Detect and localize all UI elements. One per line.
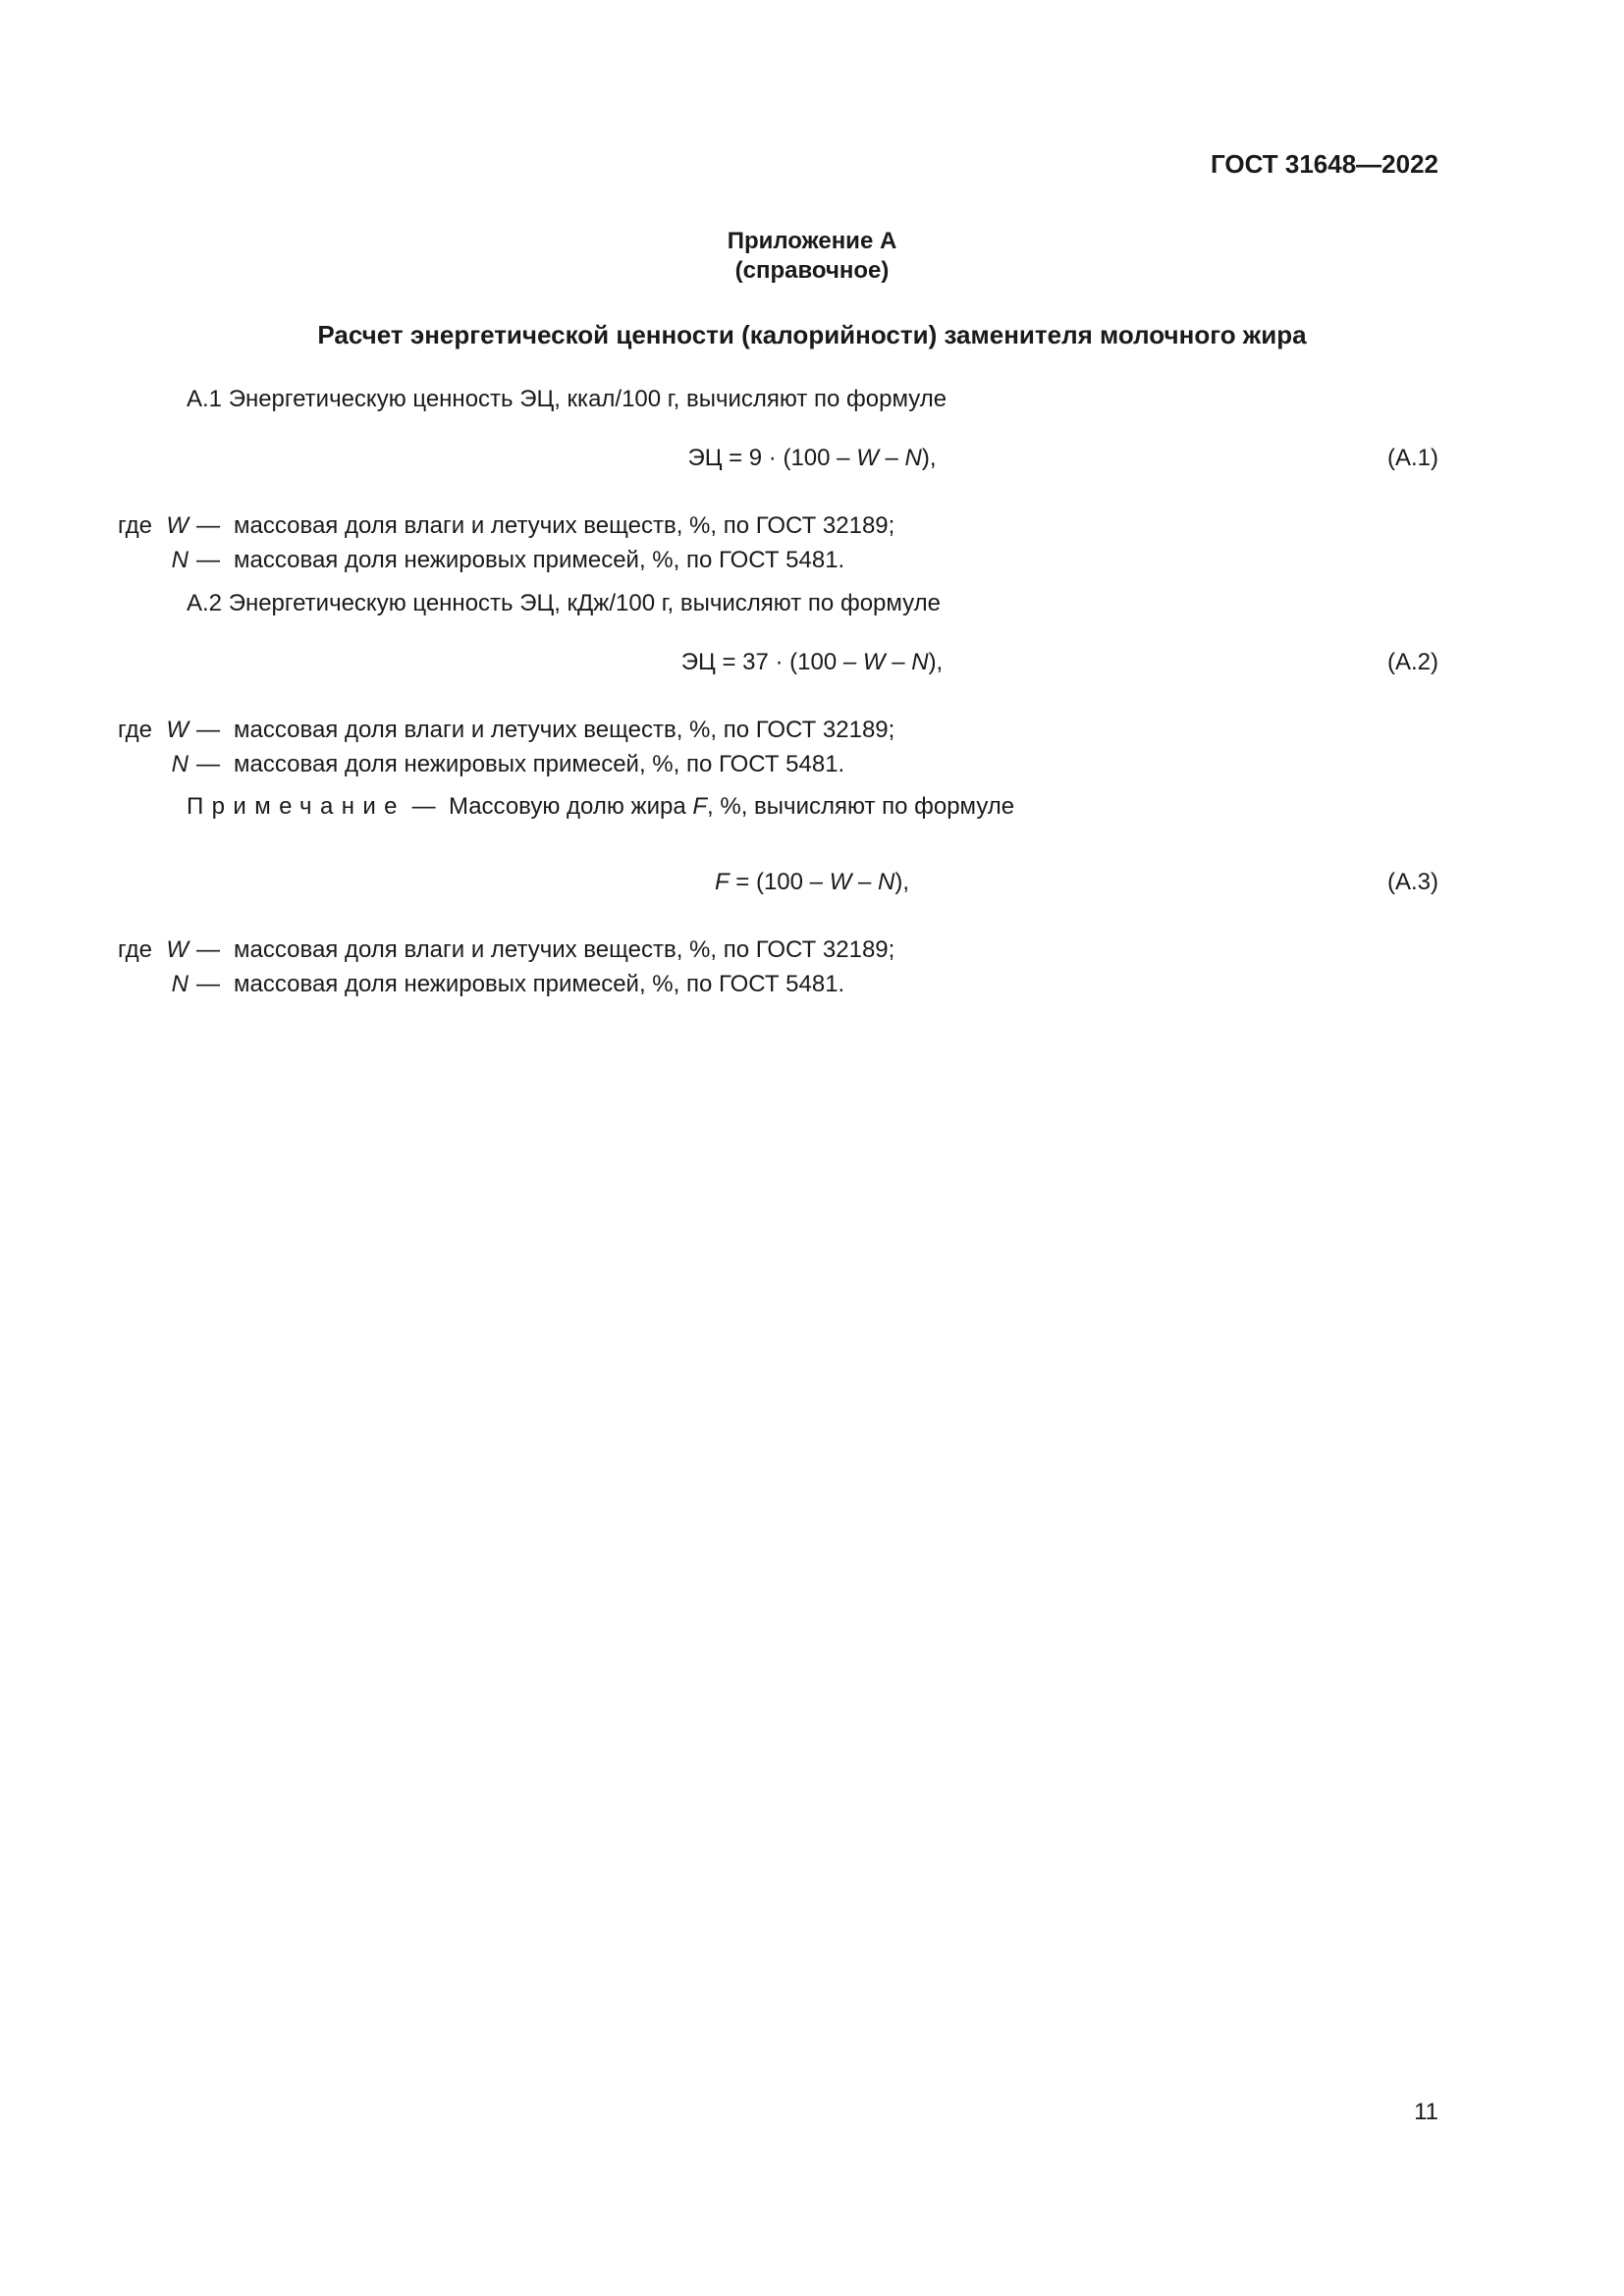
formula-a3: F = (100 – W – N),	[714, 869, 910, 895]
formula-a1: ЭЦ = 9 · (100 – W – N),	[687, 445, 937, 471]
where-keyword: где	[118, 936, 153, 963]
note-dash: —	[411, 793, 436, 820]
variable-n: N	[171, 547, 189, 573]
definition-n: массовая доля нежировых примесей, %, по ГОСТ 5481.	[234, 751, 845, 777]
note: Примечание — Массовую долю жира F, %, вычисляют по формуле	[187, 793, 1015, 820]
appendix-title: Приложение А	[727, 228, 897, 254]
document-code: ГОСТ 31648—2022	[1211, 149, 1438, 179]
where-keyword: где	[118, 512, 153, 539]
page-number: 11	[1414, 2099, 1438, 2125]
definition-dash: —	[196, 512, 220, 539]
appendix-subtitle: (справочное)	[734, 257, 890, 284]
definition-dash: —	[196, 936, 220, 963]
definition-n: массовая доля нежировых примесей, %, по ГОСТ 5481.	[234, 547, 845, 573]
variable-n: N	[171, 971, 189, 997]
note-label: Примечание	[187, 793, 406, 820]
formula-a2: ЭЦ = 37 · (100 – W – N),	[680, 649, 944, 675]
definition-dash: —	[196, 751, 220, 777]
definition-w: массовая доля влаги и летучих веществ, %, по ГОСТ 32189;	[234, 512, 895, 539]
equation-number-a3: (А.3)	[1386, 869, 1438, 895]
equation-number-a2: (А.2)	[1386, 649, 1438, 675]
definition-w: массовая доля влаги и летучих веществ, %, по ГОСТ 32189;	[234, 717, 895, 743]
definition-dash: —	[196, 717, 220, 743]
paragraph-a1: А.1 Энергетическую ценность ЭЦ, ккал/100 г, вычисляют по формуле	[187, 386, 947, 412]
definition-dash: —	[196, 971, 220, 997]
definition-n: массовая доля нежировых примесей, %, по ГОСТ 5481.	[234, 971, 845, 997]
variable-n: N	[171, 751, 189, 777]
definition-dash: —	[196, 547, 220, 573]
variable-w: W	[166, 936, 189, 963]
where-keyword: где	[118, 717, 153, 743]
variable-w: W	[166, 717, 189, 743]
section-title: Расчет энергетической ценности (калорийности) заменителя молочного жира	[317, 320, 1307, 349]
paragraph-a2: А.2 Энергетическую ценность ЭЦ, кДж/100 г, вычисляют по формуле	[187, 590, 941, 616]
variable-w: W	[166, 512, 189, 539]
definition-w: массовая доля влаги и летучих веществ, %, по ГОСТ 32189;	[234, 936, 895, 963]
equation-number-a1: (А.1)	[1386, 445, 1438, 471]
